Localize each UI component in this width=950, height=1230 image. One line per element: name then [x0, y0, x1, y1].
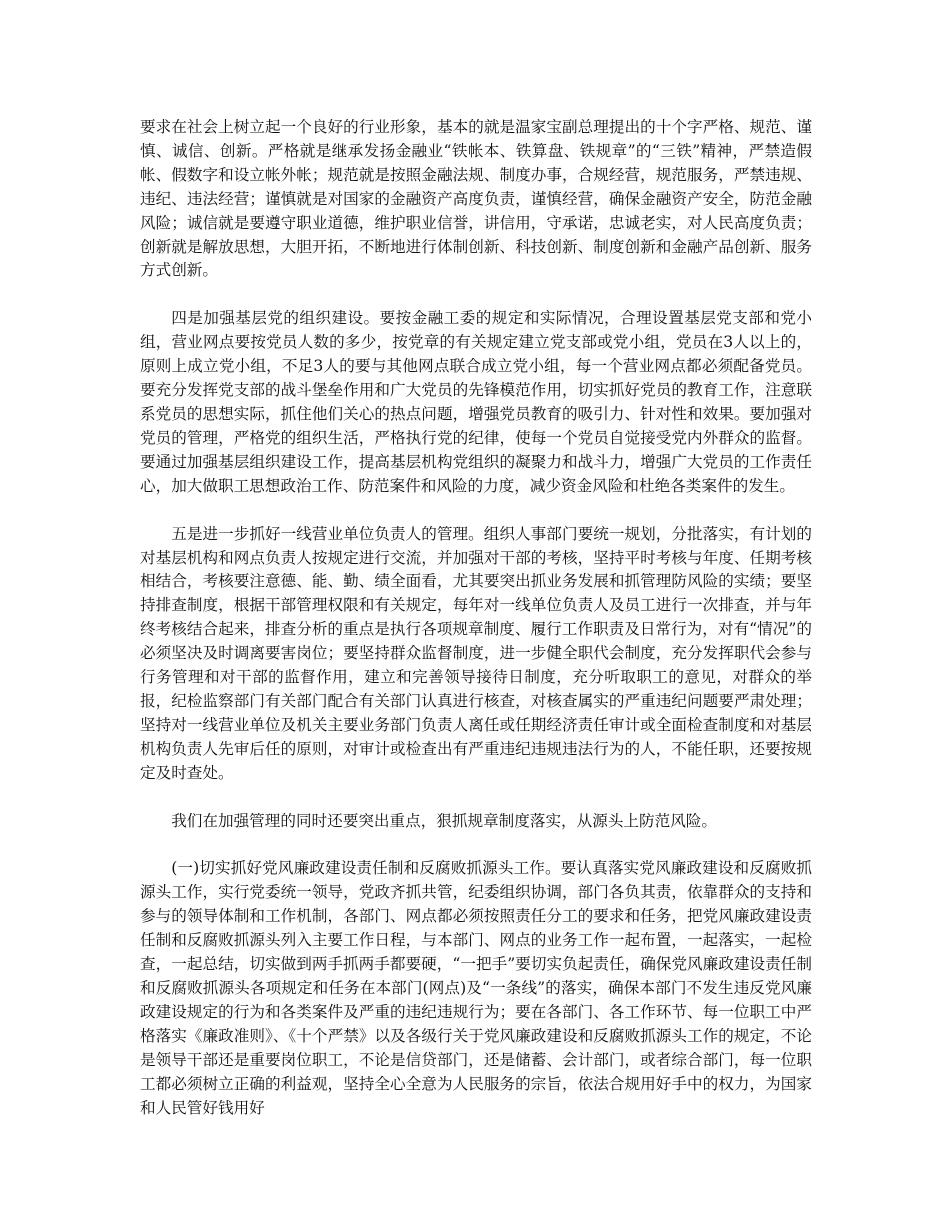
document-page: [140, 116, 812, 1120]
paragraph-2: 四是加强基层党的组织建设。要按金融工委的规定和实际情况，合理设置基层党支部和党小组，营业网点要按党员人数的多少，按党章的有关规定建立党支部或党小组，党员在3人以上的，原则上成立党小组，不足3人的要与其他网点联合成立党小组，每一个营业网点都必须配备党员。要充分发挥党支部的战斗堡垒作用和广大党员的先锋模范作用，切实抓好党员的教育工作，注意联系党员的思想实际，抓住他们关心的热点问题，增强党员教育的吸引力、针对性和效果。要加强对党员的管理，严格党的组织生活，严格执行党的纪律，使每一个党员自觉接受党内外群众的监督。要通过加强基层组织建设工作，提高基层机构党组织的凝聚力和战斗力，增强广大党员的工作责任心，加大做职工思想政治工作、防范案件和风险的力度，减少资金风险和杜绝各类案件的发生。: [140, 309, 812, 495]
paragraph-1: 要求在社会上树立起一个良好的行业形象，基本的就是温家宝副总理提出的十个字严格、规范、谨慎、诚信、创新。严格就是继承发扬金融业“铁帐本、铁算盘、铁规章”的“三铁”精神，严禁造假帐、假数字和设立帐外帐；规范就是按照金融法规、制度办事，合规经营，规范服务，严禁违规、违纪、违法经营；谨慎就是对国家的金融资产高度负责，谨慎经营，确保金融资产安全，防范金融风险；诚信就是要遵守职业道德，维护职业信誉，讲信用，守承诺，忠诚老实，对人民高度负责；创新就是解放思想，大胆开拓，不断地进行体制创新、科技创新、制度创新和金融产品创新、服务方式创新。: [140, 118, 812, 280]
paragraph-4: 我们在加强管理的同时还要突出重点，狠抓规章制度落实，从源头上防范风险。: [171, 811, 717, 830]
paragraph-3: 五是进一步抓好一线营业单位负责人的管理。组织人事部门要统一规划，分批落实，有计划的对基层机构和网点负责人按规定进行交流，并加强对干部的考核，坚持平时考核与年度、任期考核相结合，考核要注意德、能、勤、绩全面看，尤其要突出抓业务发展和抓管理防风险的实绩；要坚持排查制度，根据干部管理权限和有关规定，每年对一线单位负责人及员工进行一次排查，并与年终考核结合起来，排查分析的重点是执行各项规章制度、履行工作职责及日常行为，对有“情况”的必须坚决及时调离要害岗位；要坚持群众监督制度，进一步健全职代会制度，充分发挥职代会参与行务管理和对干部的监督作用，建立和完善领导接待日制度，充分听取职工的意见，对群众的举报，纪检监察部门有关部门配合有关部门认真进行核查，对核查属实的严重违纪问题要严肃处理；坚持对一线营业单位及机关主要业务部门负责人离任或任期经济责任审计或全面检查制度和对基层机构负责人先审后任的原则，对审计或检查出有严重违纪违规违法行为的人，不能任职，还要按规定及时查处。: [140, 524, 812, 782]
paragraph-5: (一)切实抓好党风廉政建设责任制和反腐败抓源头工作。要认真落实党风廉政建设和反腐败抓源头工作，实行党委统一领导，党政齐抓共管，纪委组织协调，部门各负其责，依靠群众的支持和参与的领导体制和工作机制，各部门、网点都必须按照责任分工的要求和任务，把党风廉政建设责任制和反腐败抓源头列入主要工作日程，与本部门、网点的业务工作一起布置，一起落实，一起检查，一起总结，切实做到两手抓两手都要硬，“一把手”要切实负起责任，确保党风廉政建设责任制和反腐败抓源头各项规定和任务在本部门(网点)及“一条线”的落实，确保本部门不发生违反党风廉政建设规定的行为和各类案件及严重的违纪违规行为；要在各部门、各工作环节、每一位职工中严格落实《廉政准则》、《十个严禁》以及各级行关于党风廉政建设和反腐败抓源头工作的规定，不论是领导干部还是重要岗位职工，不论是信贷部门，还是储蓄、会计部门，或者综合部门，每一位职工都必须树立正确的利益观，坚持全心全意为人民服务的宗旨，依法合规用好手中的权力，为国家和人民管好钱用好: [140, 859, 812, 1117]
